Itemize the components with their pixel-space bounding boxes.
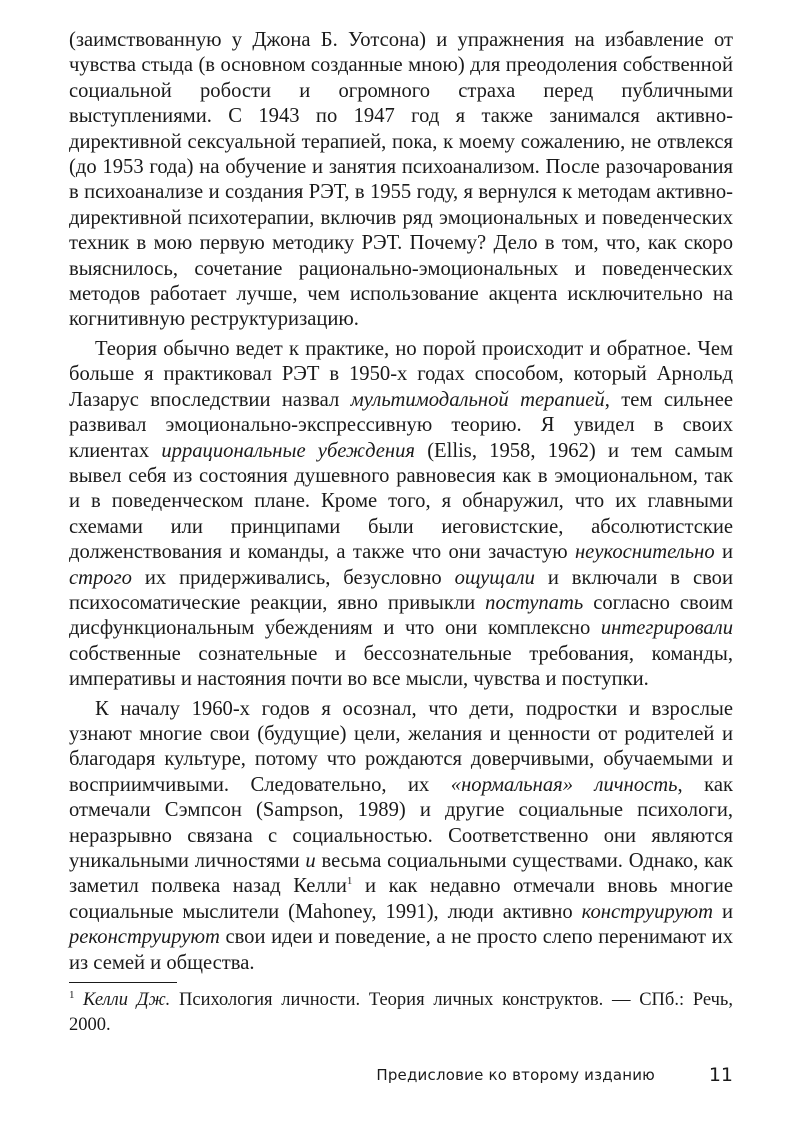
text-run: , тем сильнее развивал эмоционально-экспрессивную теорию. Я увидел в своих клиентах [69,388,734,462]
emphasized-text: реконструируют [69,926,220,949]
page-number: 11 [708,1064,733,1086]
text-run: , как отмечали Сэмпсон (Sampson, 1989) и другие социальные психологи, неразрывно связана с социальностью. Соответственно они являются уникальными личностями [69,773,733,872]
text-run: их придерживались, безусловно [131,566,455,589]
emphasized-text: иррациональные убеждения [161,439,415,462]
text-run: К началу 1960-х годов я осознал, что дети, подростки и взрослые узнают многие свои (будущие) цели, желания и ценности от родителей и благодаря культуре, потому что рождаются доверчивыми, обучаемыми и восприимчивыми. Следовательно, их [69,697,733,796]
footnote-divider [69,982,177,983]
paragraph [69,337,733,693]
emphasized-text: строго [69,566,132,589]
text-run: весьма социальными существами. Однако, как заметил полвека назад Келли [69,850,734,898]
paragraph [69,28,733,333]
footnote: 1 Келли Дж. Психология личности. Теория личных конструктов. — СПб.: Речь, 2000. [69,988,733,1035]
emphasized-text: конструируют [581,900,714,923]
emphasized-text: неукоснительно [574,541,715,564]
text-run: Теория обычно ведет к практике, но порой происходит и обратное. Чем больше я практиковал РЭТ в 1950-х годах способом, который Арнольд Лазарус впоследствии назвал [69,337,733,411]
text-run: и как недавно отмечали вновь многие социальные мыслители (Mahoney, 1991), люди активно [69,875,733,923]
text-run: (Ellis, 1958, 1962) и тем самым вывел себя из состояния душевного равновесия как в эмоциональном, так и в поведенческом плане. Кроме того, я обнаружил, что их главными схемами или принципами были иеговистские, абсолютистские долженствования и команды, а также что они зачастую [69,439,733,564]
text-run: собственные сознательные и бессознательные требования, команды, императивы и настояния почти во все мысли, чувства и поступки. [69,642,733,691]
text-run: (заимствованную у Джона Б. Уотсона) и упражнения на избавление от чувства стыда (в основном созданные мною) для преодоления собственной социальной робости и огромного страха перед публичными выступлениями. С 1943 по 1947 год я также занимался активно-директивной сексуальной терапией, пока, к моему сожалению, не отвлекся (до 1953 года) на обучение и занятия психоанализом. После разочарования в психоанализе и создания РЭТ, в 1955 году, я вернулся к методам активно-директивной психотерапии, включив ряд эмоциональных и поведенческих техник в мою первую методику РЭТ. Почему? Дело в том, что, как скоро выяснилось, сочетание рационально-эмоциональных и поведенческих методов работает лучше, чем использование акцента исключительно на когнитивную реструктуризацию. [69,29,733,331]
footnote-reference: 1 [346,875,353,888]
emphasized-text: мультимодальной терапией [350,388,605,411]
paragraph [69,697,733,976]
body-text [69,28,733,976]
footnote-text: Психология личности. Теория личных конструктов. — СПб.: Речь, 2000. [69,990,733,1035]
text-run: и включали в свои психосоматические реакции, явно привыкли [69,566,733,614]
text-run: свои идеи и поведение, а не просто слепо перенимают их из семей и общества. [69,926,733,974]
emphasized-text: поступать [485,591,584,614]
emphasized-text: интегрировали [600,617,733,640]
emphasized-text: ощущали [454,566,535,589]
text-run: и [713,900,734,923]
running-footer [69,1064,733,1088]
emphasized-text: «нормальная» личность [450,773,678,796]
footnote-author: Келли Дж. [83,990,171,1010]
emphasized-text: и [305,850,316,872]
text-run: и [714,541,733,564]
running-footer-title: Предисловие ко второму изданию [376,1066,655,1084]
text-run: согласно своим дисфункциональным убеждениям и что они комплексно [69,591,733,640]
